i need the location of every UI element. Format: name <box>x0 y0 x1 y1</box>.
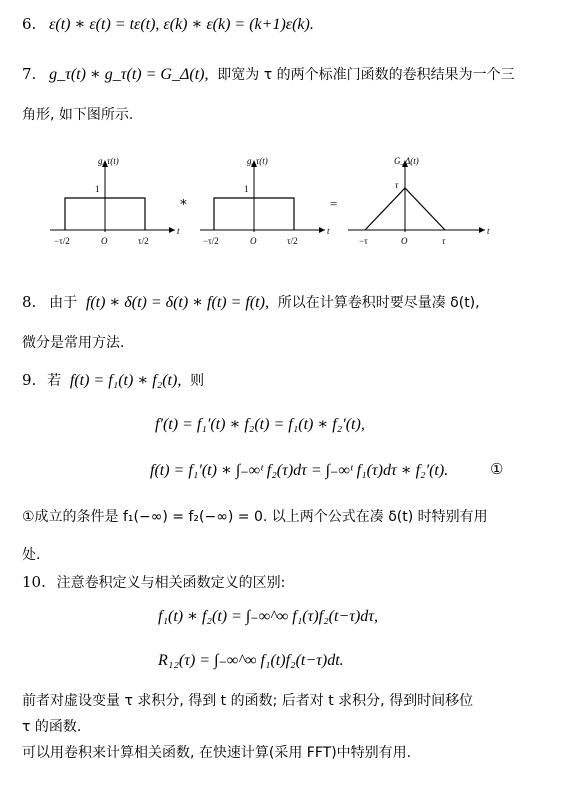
axis-label: t <box>327 226 330 236</box>
plot-title: G_Δ(t) <box>394 156 419 166</box>
axis-label: t <box>177 226 180 236</box>
item-7-continuation: 角形, 如下图所示. <box>22 107 134 123</box>
item-9-note: ①成立的条件是 f₁(−∞) = f₂(−∞) = 0. 以上两个公式在凑 δ(t) 时特别有用 <box>22 509 488 525</box>
text: 则 <box>190 373 205 389</box>
equation-correlation: R₁₂(τ) = ∫₋∞^∞ f₁(t)f₂(t−τ)dt. <box>158 652 344 669</box>
tick-label: τ/2 <box>287 236 298 246</box>
tick-label: −τ <box>359 236 368 246</box>
formula: g_τ(t) ∗ g_τ(t) = G_Δ(t), <box>49 66 209 83</box>
axis-label: t <box>487 226 490 236</box>
item-10 <box>22 572 285 592</box>
item-number: 10. <box>22 573 46 591</box>
triangle-function-plot <box>348 156 490 246</box>
plot-title: g_τ(t) <box>98 156 119 166</box>
gate-function-1-plot <box>50 156 180 246</box>
item-number: 6. <box>22 15 37 33</box>
paragraph: 前者对虚设变量 τ 求积分, 得到 t 的函数; 后者对 t 求积分, 得到时间移位 <box>22 693 474 709</box>
tick-label: −τ/2 <box>203 236 219 246</box>
convolution-operator: ∗ <box>179 194 188 209</box>
formula: f(t) ∗ δ(t) = δ(t) ∗ f(t) = f(t), <box>85 294 269 311</box>
text: 所以在计算卷积时要尽量凑 δ(t), <box>277 295 480 311</box>
tick-label: O <box>101 236 108 246</box>
peak-label: 1 <box>244 184 249 194</box>
equation-convolution: f₁(t) ∗ f₂(t) = ∫₋∞^∞ f₁(τ)f₂(t−τ)dτ, <box>158 608 379 625</box>
item-number: 7. <box>22 65 37 83</box>
tick-label: O <box>250 236 257 246</box>
formula: f(t) = f₁(t) ∗ f₂(t), <box>69 372 182 389</box>
convolution-figure <box>40 150 500 250</box>
item-8-continuation: 微分是常用方法. <box>22 335 125 351</box>
item-number: 8. <box>22 293 37 311</box>
formula: ε(t) ∗ ε(t) = tε(t), ε(k) ∗ ε(k) = (k+1)ε(k). <box>49 16 314 33</box>
item-7 <box>22 64 515 84</box>
equation-derivative: f′(t) = f₁′(t) ∗ f₂(t) = f₁(t) ∗ f₂′(t), <box>155 416 365 433</box>
item-8 <box>22 292 480 312</box>
item-number: 9. <box>22 371 37 389</box>
plot-title: g_τ(t) <box>247 156 268 166</box>
equals-operator: = <box>330 196 338 211</box>
equation-integral: f(t) = f₁′(t) ∗ ∫₋∞ᵗ f₂(τ)dτ = ∫₋∞ᵗ f₁(τ)dτ ∗ f₂′(t). <box>150 462 449 479</box>
text: 由于 <box>49 295 78 311</box>
paragraph-continuation: τ 的函数. <box>22 719 82 735</box>
tick-label: −τ/2 <box>54 236 70 246</box>
tick-label: τ/2 <box>138 236 149 246</box>
tick-label: τ <box>442 236 446 246</box>
peak-label: τ <box>395 180 399 190</box>
text: 若 <box>47 373 62 389</box>
item-9-note-continuation: 处. <box>22 547 41 563</box>
gate-function-2-plot <box>200 156 330 246</box>
equation-tag: ① <box>490 460 504 478</box>
text: 注意卷积定义与相关函数定义的区别: <box>56 575 286 591</box>
item-9 <box>22 370 204 390</box>
text: 即宽为 τ 的两个标准门函数的卷积结果为一个三 <box>217 67 515 83</box>
paragraph: 可以用卷积来计算相关函数, 在快速计算(采用 FFT)中特别有用. <box>22 745 412 761</box>
item-6 <box>22 14 314 34</box>
peak-label: 1 <box>95 184 100 194</box>
tick-label: O <box>401 236 408 246</box>
